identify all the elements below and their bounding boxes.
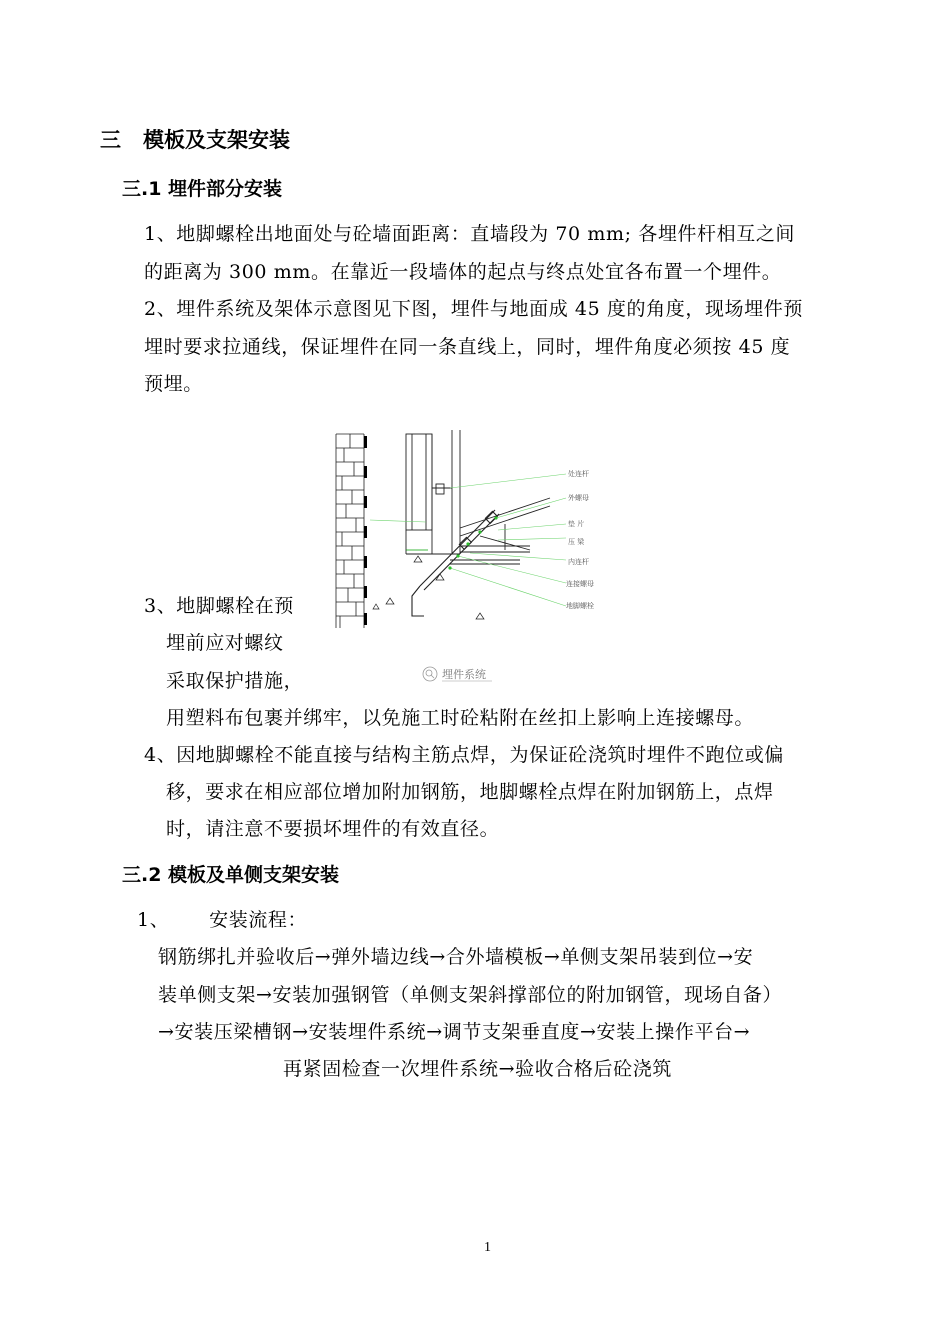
flow-line-4: 再紧固检查一次埋件系统→验收合格后砼浇筑: [283, 1058, 672, 1080]
flow-line-3: →安装压梁槽钢→安装埋件系统→调节支架垂直度→安装上操作平台→: [158, 1021, 751, 1043]
section-title: 模板及支架安装: [143, 128, 290, 152]
paragraph-4-line-1: 4、因地脚螺栓不能直接与结构主筋点焊，为保证砼浇筑时埋件不跑位或偏: [144, 744, 784, 766]
page-number: 1: [484, 1240, 491, 1255]
paragraph-2-line-3: 预埋。: [144, 373, 203, 395]
paragraph-2-line-2: 埋时要求拉通线，保证埋件在同一条直线上，同时，埋件角度必须按 45 度: [144, 336, 791, 358]
install-flow-label: 1、 安装流程：: [137, 909, 308, 931]
embedded-system-figure: [330, 428, 610, 688]
subsection-heading-formwork: 三.2 模板及单侧支架安装: [122, 864, 340, 886]
flow-line-1: 钢筋绑扎并验收后→弹外墙边线→合外墙模板→单侧支架吊装到位→安: [158, 946, 754, 968]
label-inner-rod: 内连杆: [568, 558, 589, 566]
flow-line-2: 装单侧支架→安装加强钢管（单侧支架斜撑部位的附加钢管，现场自备）: [158, 984, 783, 1006]
paragraph-3-line-1: 3、地脚螺栓在预: [144, 595, 294, 617]
paragraph-3-line-2: 埋前应对螺纹: [166, 632, 284, 654]
paragraph-4-line-3: 时，请注意不要损坏埋件的有效直径。: [166, 818, 500, 840]
paragraph-2-line-1: 2、埋件系统及架体示意图见下图，埋件与地面成 45 度的角度，现场埋件预: [144, 298, 803, 320]
paragraph-1-line-1: 1、地脚螺栓出地面处与砼墙面距离：直墙段为 70 mm; 各埋件杆相互之间: [144, 223, 796, 245]
label-press-beam: 压 梁: [568, 538, 585, 546]
label-outer-nut: 外螺母: [568, 494, 589, 502]
subsection-heading-embedded-parts: 三.1 埋件部分安装: [122, 178, 283, 200]
paragraph-3-line-3: 采取保护措施，: [166, 670, 304, 692]
paragraph-4-line-2: 移，要求在相应部位增加附加钢筋，地脚螺栓点焊在附加钢筋上，点焊: [166, 781, 774, 803]
figure-caption: 埋件系统: [442, 668, 486, 681]
section-number: 三: [100, 128, 121, 152]
brick-wall: [336, 434, 364, 628]
paragraph-1-line-2: 的距离为 300 mm。在靠近一段墙体的起点与终点处宜各布置一个埋件。: [144, 261, 782, 283]
label-coupling-nut: 连接螺母: [566, 580, 594, 588]
magnifier-icon: [423, 667, 437, 681]
paragraph-3-line-4: 用塑料布包裹并绑牢，以免施工时砼粘附在丝扣上影响上连接螺母。: [166, 707, 755, 729]
label-washer: 垫 片: [568, 520, 585, 528]
label-anchor-bolt: 地脚螺栓: [566, 602, 594, 610]
label-outer-rod: 处连杆: [568, 470, 589, 478]
